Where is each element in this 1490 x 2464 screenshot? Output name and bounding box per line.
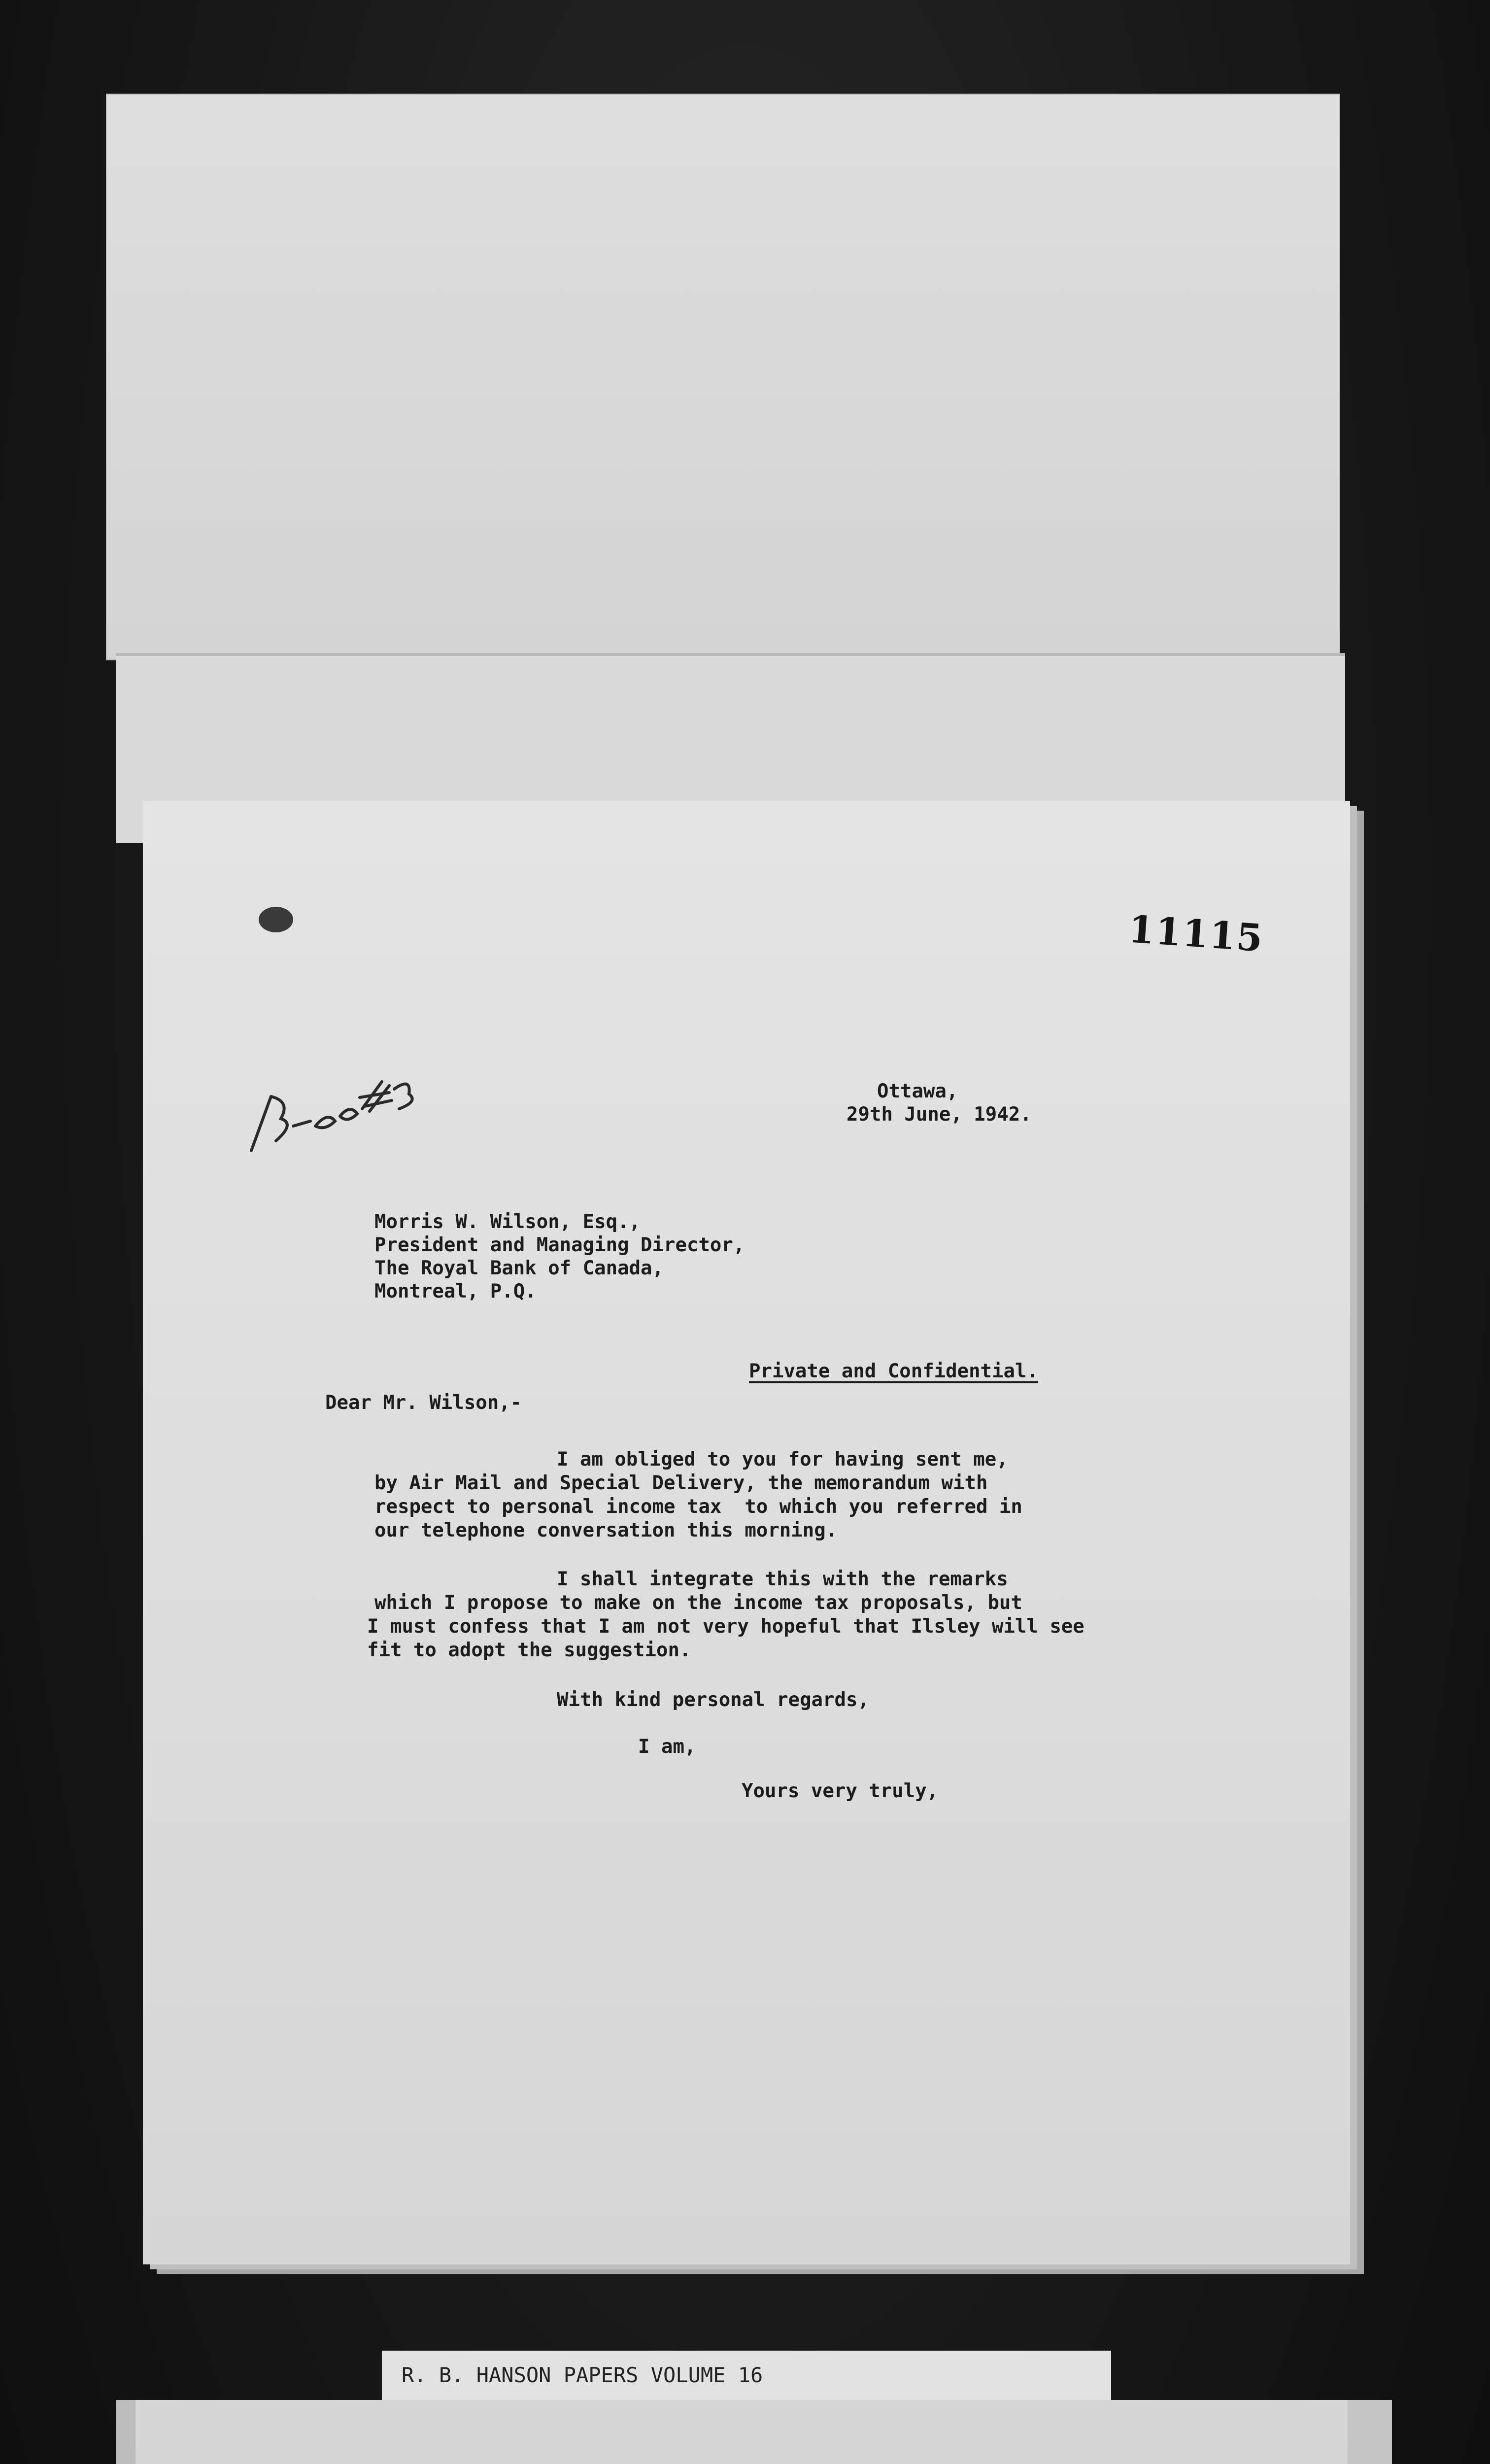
punch-hole [259, 907, 293, 932]
paragraph-line: I am obliged to you for having sent me, [557, 1448, 1008, 1471]
letter-date: 29th June, 1942. [847, 1103, 1032, 1126]
letter-page [143, 801, 1350, 2264]
confidential-marking: Private and Confidential. [749, 1360, 1038, 1382]
paragraph-line: fit to adopt the suggestion. [367, 1639, 691, 1661]
regards-line: With kind personal regards, [557, 1689, 869, 1711]
archive-stamp-card [116, 2400, 1392, 2464]
recipient-line: President and Managing Director, [374, 1234, 745, 1256]
recipient-line: Montreal, P.Q. [374, 1280, 537, 1302]
back-sheet [106, 94, 1340, 660]
recipient-line: The Royal Bank of Canada, [374, 1257, 664, 1279]
closing-line: I am, [638, 1736, 696, 1758]
salutation: Dear Mr. Wilson,- [325, 1392, 522, 1414]
collection-label: R. B. HANSON PAPERS VOLUME 16 [382, 2351, 1111, 2400]
paragraph-line: respect to personal income tax to which you referred in [374, 1496, 1022, 1518]
letter-place: Ottawa, [877, 1080, 958, 1102]
closing-line: Yours very truly, [742, 1780, 939, 1802]
recipient-line: Morris W. Wilson, Esq., [374, 1211, 641, 1233]
paragraph-line: our telephone conversation this morning. [374, 1519, 838, 1541]
handwritten-note-signature [241, 1067, 429, 1156]
paragraph-line: I shall integrate this with the remarks [557, 1568, 1008, 1590]
paragraph-line: by Air Mail and Special Delivery, the memorandum with [374, 1472, 988, 1494]
paragraph-line: I must confess that I am not very hopeful that Ilsley will see [367, 1615, 1084, 1638]
paragraph-line: which I propose to make on the income tax proposals, but [374, 1592, 1022, 1614]
document-number: 11115 [1127, 907, 1265, 960]
